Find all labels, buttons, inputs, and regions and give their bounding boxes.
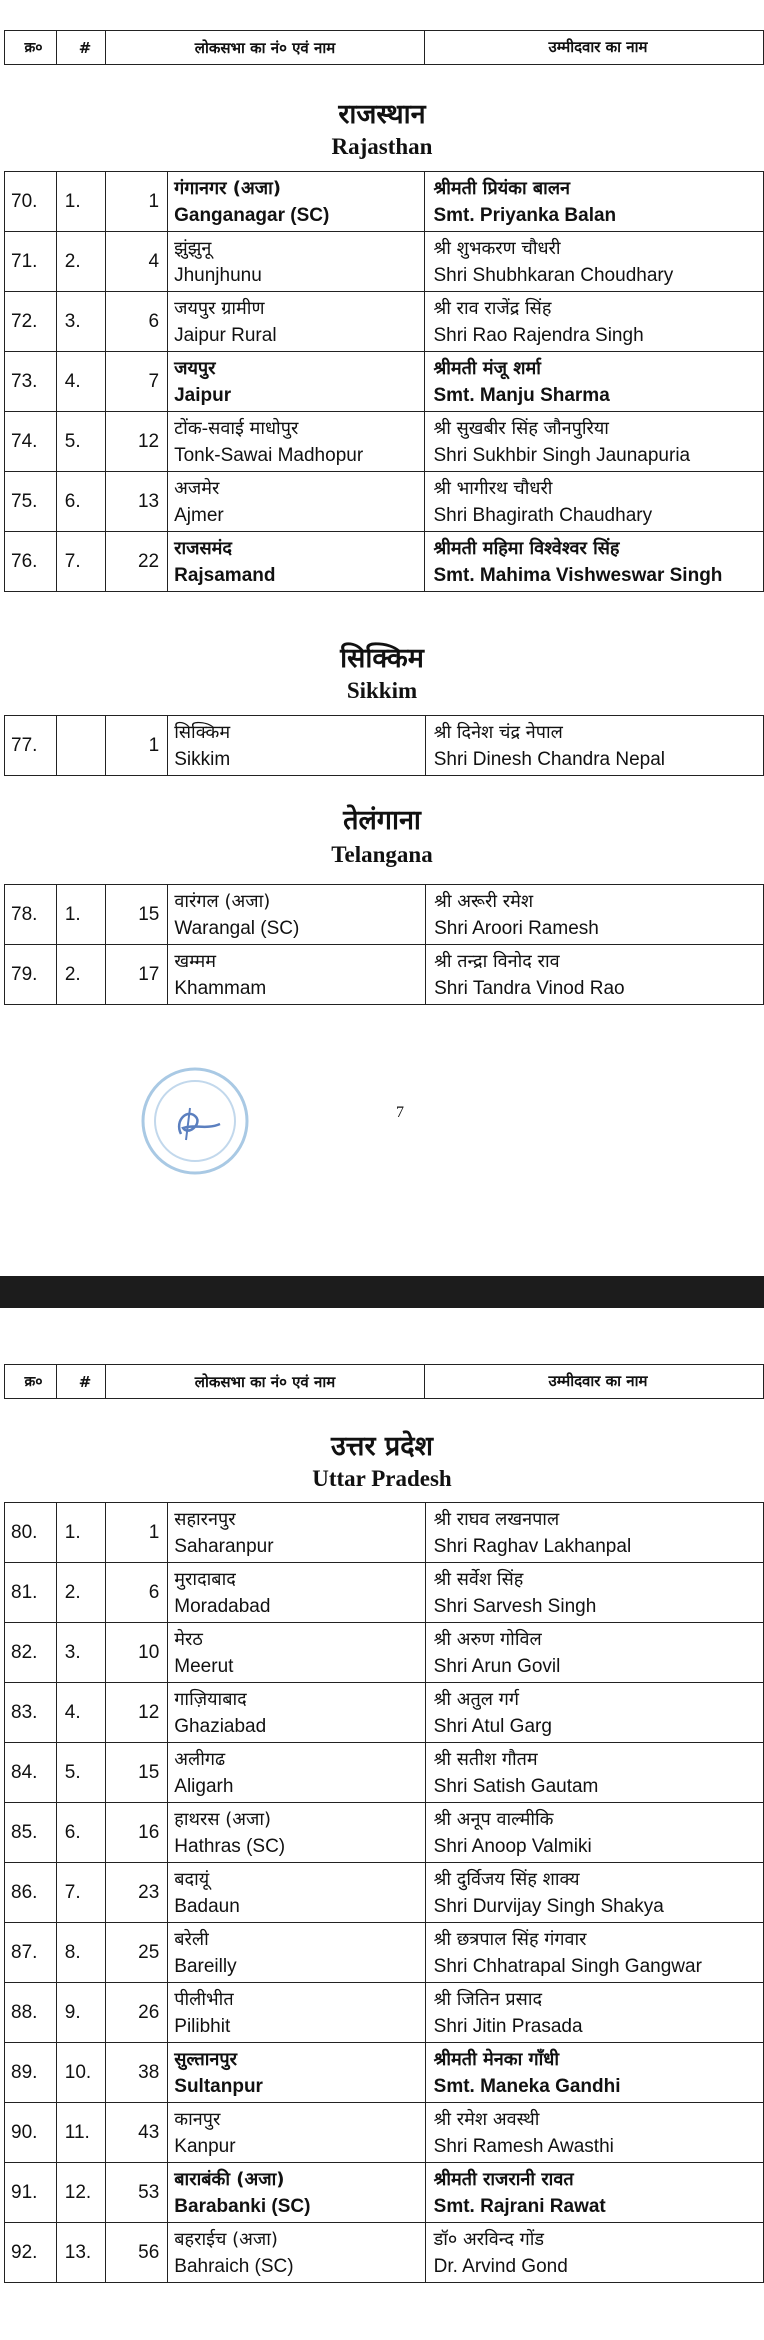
table-row bbox=[5, 1863, 764, 1923]
constituency-name-english: Jaipur bbox=[174, 384, 232, 406]
constituency-name-hindi: कानपुर bbox=[174, 2108, 221, 2130]
header-serial: क्र० bbox=[5, 1365, 57, 1399]
candidate-name-hindi: श्री अतुल गर्ग bbox=[433, 1688, 519, 1710]
state-index: 10. bbox=[56, 2043, 105, 2103]
constituency-cell bbox=[168, 1983, 425, 2043]
candidate-name-english: Dr. Arvind Gond bbox=[433, 2255, 568, 2277]
constituency-name-english: Sultanpur bbox=[174, 2075, 263, 2097]
serial-number: 90. bbox=[5, 2103, 57, 2163]
constituency-name-english: Saharanpur bbox=[174, 1535, 274, 1557]
constituency-name-english: Tonk-Sawai Madhopur bbox=[174, 444, 364, 466]
constituency-number: 4 bbox=[105, 232, 168, 292]
table-row bbox=[5, 412, 764, 472]
constituency-name-english: Badaun bbox=[174, 1895, 240, 1917]
candidate-cell bbox=[425, 716, 763, 776]
constituency-name-english: Meerut bbox=[174, 1655, 234, 1677]
candidate-name-hindi: श्रीमती महिमा विश्वेश्वर सिंह bbox=[433, 537, 620, 559]
table-row bbox=[5, 1683, 764, 1743]
table-row bbox=[5, 1503, 764, 1563]
serial-number: 91. bbox=[5, 2163, 57, 2223]
constituency-name-english: Barabanki (SC) bbox=[174, 2195, 311, 2217]
table-row bbox=[5, 1563, 764, 1623]
constituency-name-hindi: बदायूं bbox=[174, 1868, 210, 1890]
constituency-number: 7 bbox=[105, 352, 168, 412]
constituency-name-english: Jaipur Rural bbox=[174, 324, 277, 346]
constituency-name-hindi: बरेली bbox=[174, 1928, 209, 1950]
constituency-name-english: Aligarh bbox=[174, 1775, 234, 1797]
serial-number: 85. bbox=[5, 1803, 57, 1863]
constituency-cell bbox=[168, 1623, 425, 1683]
candidate-cell bbox=[425, 172, 764, 232]
candidate-name-english: Shri Ramesh Awasthi bbox=[433, 2135, 614, 2157]
header-candidate: उम्मीदवार का नाम bbox=[425, 31, 764, 65]
candidate-name-english: Shri Atul Garg bbox=[433, 1715, 552, 1737]
candidate-cell bbox=[425, 1503, 763, 1563]
constituency-number: 53 bbox=[105, 2163, 168, 2223]
candidate-name-english: Shri Durvijay Singh Shakya bbox=[433, 1895, 664, 1917]
constituency-cell bbox=[168, 2163, 425, 2223]
serial-number: 87. bbox=[5, 1923, 57, 1983]
candidate-name-english: Smt. Priyanka Balan bbox=[433, 204, 617, 226]
table-row bbox=[5, 945, 764, 1005]
constituency-cell bbox=[168, 1563, 425, 1623]
serial-number: 89. bbox=[5, 2043, 57, 2103]
serial-number: 71. bbox=[5, 232, 57, 292]
serial-number: 74. bbox=[5, 412, 57, 472]
constituency-number: 15 bbox=[105, 885, 168, 945]
candidate-name-hindi: श्रीमती मेनका गाँधी bbox=[433, 2048, 560, 2070]
candidate-name-english: Shri Satish Gautam bbox=[433, 1775, 599, 1797]
state-index: 7. bbox=[56, 532, 105, 592]
constituency-cell bbox=[168, 412, 425, 472]
state-name-english: Telangana bbox=[331, 842, 433, 867]
table-row bbox=[5, 532, 764, 592]
candidate-name-hindi: डॉ० अरविन्द गोंड bbox=[433, 2228, 545, 2250]
state-index: 13. bbox=[56, 2223, 105, 2283]
serial-number: 86. bbox=[5, 1863, 57, 1923]
candidate-name-hindi: श्री दिनेश चंद्र नेपाल bbox=[433, 721, 563, 743]
state-index: 2. bbox=[56, 1563, 105, 1623]
constituency-cell bbox=[168, 232, 425, 292]
table-row bbox=[5, 472, 764, 532]
serial-number: 83. bbox=[5, 1683, 57, 1743]
constituency-name-hindi: झुंझुनू bbox=[174, 237, 212, 259]
state-index: 6. bbox=[56, 1803, 105, 1863]
candidate-name-english: Shri Chhatrapal Singh Gangwar bbox=[433, 1955, 702, 1977]
state-index: 5. bbox=[56, 412, 105, 472]
constituency-name-english: Bahraich (SC) bbox=[174, 2255, 294, 2277]
document-page-2 bbox=[0, 1308, 764, 2340]
constituency-name-english: Warangal (SC) bbox=[174, 917, 300, 939]
candidate-name-hindi: श्रीमती मंजू शर्मा bbox=[433, 357, 541, 379]
candidate-name-english: Shri Dinesh Chandra Nepal bbox=[433, 748, 666, 770]
constituency-name-english: Jhunjhunu bbox=[174, 264, 262, 286]
candidate-cell bbox=[426, 885, 764, 945]
constituency-number: 13 bbox=[105, 472, 168, 532]
constituency-cell bbox=[168, 352, 425, 412]
candidate-cell bbox=[425, 412, 764, 472]
constituency-number: 1 bbox=[105, 1503, 168, 1563]
candidate-name-english: Shri Rao Rajendra Singh bbox=[433, 324, 644, 346]
constituency-number: 1 bbox=[105, 172, 168, 232]
state-index: 2. bbox=[56, 232, 105, 292]
candidate-name-english: Shri Anoop Valmiki bbox=[433, 1835, 592, 1857]
serial-number: 73. bbox=[5, 352, 57, 412]
candidate-cell bbox=[425, 532, 764, 592]
constituency-name-hindi: राजसमंद bbox=[174, 537, 232, 559]
candidate-name-hindi: श्री तन्द्रा विनोद राव bbox=[434, 950, 560, 972]
header-serial: क्र० bbox=[5, 31, 57, 65]
state-index: 12. bbox=[56, 2163, 105, 2223]
candidate-cell bbox=[425, 352, 764, 412]
constituency-number: 6 bbox=[105, 1563, 168, 1623]
state-index: 4. bbox=[56, 1683, 105, 1743]
state-index: 7. bbox=[56, 1863, 105, 1923]
candidate-cell bbox=[425, 1683, 763, 1743]
constituency-name-hindi: जयपुर ग्रामीण bbox=[174, 297, 265, 319]
page-divider bbox=[0, 1276, 764, 1308]
candidate-name-hindi: श्री छत्रपाल सिंह गंगवार bbox=[433, 1928, 587, 1950]
constituency-cell bbox=[168, 172, 425, 232]
candidate-table-rajasthan bbox=[4, 171, 764, 592]
serial-number: 77. bbox=[5, 716, 57, 776]
state-index: 5. bbox=[56, 1743, 105, 1803]
candidate-cell bbox=[425, 2043, 763, 2103]
state-name-english: Sikkim bbox=[346, 678, 418, 703]
constituency-number: 22 bbox=[105, 532, 168, 592]
candidate-cell bbox=[425, 292, 764, 352]
constituency-name-english: Kanpur bbox=[174, 2135, 236, 2157]
constituency-name-english: Ganganagar (SC) bbox=[174, 204, 330, 226]
table-row bbox=[5, 172, 764, 232]
table-row bbox=[5, 2043, 764, 2103]
candidate-cell bbox=[425, 1863, 763, 1923]
constituency-cell bbox=[168, 716, 426, 776]
header-candidate: उम्मीदवार का नाम bbox=[425, 1365, 764, 1399]
state-index: 4. bbox=[56, 352, 105, 412]
candidate-name-hindi: श्रीमती प्रियंका बालन bbox=[433, 177, 571, 199]
serial-number: 88. bbox=[5, 1983, 57, 2043]
constituency-name-english: Moradabad bbox=[174, 1595, 271, 1617]
constituency-number: 17 bbox=[105, 945, 168, 1005]
table-row bbox=[5, 1803, 764, 1863]
table-row bbox=[5, 2163, 764, 2223]
constituency-number: 12 bbox=[105, 1683, 168, 1743]
constituency-number: 1 bbox=[105, 716, 168, 776]
constituency-name-hindi: बाराबंकी (अजा) bbox=[174, 2168, 285, 2190]
constituency-cell bbox=[168, 472, 425, 532]
state-name-english: Rajasthan bbox=[331, 134, 433, 159]
state-name-hindi: राजस्थान bbox=[338, 99, 426, 130]
candidate-name-hindi: श्री दुर्विजय सिंह शाक्य bbox=[433, 1868, 580, 1890]
candidate-name-english: Smt. Maneka Gandhi bbox=[433, 2075, 621, 2097]
table-row bbox=[5, 1983, 764, 2043]
candidate-table-uttar-pradesh bbox=[4, 1502, 764, 2283]
constituency-number: 26 bbox=[105, 1983, 168, 2043]
official-seal-signature bbox=[136, 1062, 254, 1180]
candidate-name-hindi: श्री जितिन प्रसाद bbox=[433, 1988, 543, 2010]
candidate-name-hindi: श्री राघव लखनपाल bbox=[433, 1508, 560, 1530]
serial-number: 84. bbox=[5, 1743, 57, 1803]
constituency-number: 12 bbox=[105, 412, 168, 472]
candidate-name-english: Smt. Rajrani Rawat bbox=[433, 2195, 606, 2217]
state-index: 2. bbox=[56, 945, 105, 1005]
state-index: 3. bbox=[56, 1623, 105, 1683]
constituency-name-english: Ajmer bbox=[174, 504, 224, 526]
candidate-table-sikkim bbox=[4, 715, 764, 776]
constituency-name-hindi: गंगानगर (अजा) bbox=[174, 177, 282, 199]
serial-number: 70. bbox=[5, 172, 57, 232]
candidate-cell bbox=[425, 1803, 763, 1863]
serial-number: 72. bbox=[5, 292, 57, 352]
table-row bbox=[5, 716, 764, 776]
constituency-name-hindi: अलीगढ bbox=[174, 1748, 226, 1770]
state-index: 6. bbox=[56, 472, 105, 532]
candidate-cell bbox=[426, 945, 764, 1005]
table-row bbox=[5, 1923, 764, 1983]
serial-number: 76. bbox=[5, 532, 57, 592]
candidate-name-hindi: श्री अरूरी रमेश bbox=[434, 890, 534, 912]
constituency-cell bbox=[168, 292, 425, 352]
candidate-cell bbox=[425, 1983, 763, 2043]
serial-number: 78. bbox=[5, 885, 57, 945]
constituency-number: 43 bbox=[105, 2103, 168, 2163]
page-number: 7 bbox=[396, 1104, 404, 1121]
candidate-name-hindi: श्री सतीश गौतम bbox=[433, 1748, 538, 1770]
state-index: 1. bbox=[56, 172, 105, 232]
constituency-name-hindi: बहराईच (अजा) bbox=[174, 2228, 278, 2250]
constituency-name-hindi: खम्मम bbox=[174, 950, 217, 972]
candidate-cell bbox=[425, 1743, 763, 1803]
candidate-name-english: Shri Shubhkaran Choudhary bbox=[433, 264, 674, 286]
table-row bbox=[5, 2223, 764, 2283]
constituency-name-hindi: टोंक-सवाई माधोपुर bbox=[174, 417, 299, 439]
candidate-cell bbox=[425, 2223, 763, 2283]
candidate-name-hindi: श्री भागीरथ चौधरी bbox=[433, 477, 553, 499]
constituency-cell bbox=[168, 1803, 425, 1863]
candidate-name-hindi: श्री सर्वेश सिंह bbox=[433, 1568, 524, 1590]
candidate-name-english: Shri Sarvesh Singh bbox=[433, 1595, 597, 1617]
constituency-cell bbox=[168, 1683, 425, 1743]
header-table bbox=[4, 1364, 764, 1399]
state-name-hindi: उत्तर प्रदेश bbox=[331, 1431, 433, 1462]
constituency-name-hindi: मुरादाबाद bbox=[174, 1568, 236, 1590]
candidate-cell bbox=[425, 1563, 763, 1623]
constituency-number: 10 bbox=[105, 1623, 168, 1683]
serial-number: 79. bbox=[5, 945, 57, 1005]
table-row bbox=[5, 1623, 764, 1683]
state-index: 1. bbox=[56, 885, 105, 945]
constituency-cell bbox=[168, 532, 425, 592]
candidate-cell bbox=[425, 1923, 763, 1983]
candidate-name-english: Shri Tandra Vinod Rao bbox=[434, 977, 625, 999]
state-index: 11. bbox=[56, 2103, 105, 2163]
constituency-name-hindi: मेरठ bbox=[174, 1628, 203, 1650]
constituency-cell bbox=[168, 1743, 425, 1803]
serial-number: 82. bbox=[5, 1623, 57, 1683]
constituency-number: 38 bbox=[105, 2043, 168, 2103]
header-hash: # bbox=[57, 31, 106, 65]
constituency-name-hindi: सिक्किम bbox=[174, 721, 231, 743]
constituency-cell bbox=[168, 2043, 425, 2103]
state-name-hindi: सिक्किम bbox=[340, 643, 424, 674]
state-index: 8. bbox=[56, 1923, 105, 1983]
candidate-name-english: Shri Raghav Lakhanpal bbox=[433, 1535, 632, 1557]
candidate-name-english: Shri Jitin Prasada bbox=[433, 2015, 583, 2037]
candidate-name-hindi: श्री राव राजेंद्र सिंह bbox=[433, 297, 552, 319]
constituency-name-hindi: जयपुर bbox=[174, 357, 216, 379]
candidate-name-english: Shri Arun Govil bbox=[433, 1655, 561, 1677]
constituency-number: 6 bbox=[105, 292, 168, 352]
constituency-number: 25 bbox=[105, 1923, 168, 1983]
header-constituency: लोकसभा का नं० एवं नाम bbox=[106, 31, 425, 65]
constituency-name-english: Bareilly bbox=[174, 1955, 237, 1977]
candidate-name-english: Shri Aroori Ramesh bbox=[434, 917, 599, 939]
state-name-hindi: तेलंगाना bbox=[343, 805, 421, 836]
constituency-name-hindi: पीलीभीत bbox=[174, 1988, 234, 2010]
constituency-name-english: Pilibhit bbox=[174, 2015, 231, 2037]
state-name-english: Uttar Pradesh bbox=[312, 1466, 452, 1491]
state-index: 3. bbox=[56, 292, 105, 352]
candidate-name-hindi: श्री सुखबीर सिंह जौनपुरिया bbox=[433, 417, 609, 439]
constituency-name-english: Khammam bbox=[174, 977, 267, 999]
candidate-name-hindi: श्री अरुण गोविल bbox=[433, 1628, 542, 1650]
constituency-name-english: Hathras (SC) bbox=[174, 1835, 286, 1857]
constituency-number: 23 bbox=[105, 1863, 168, 1923]
candidate-name-hindi: श्रीमती राजरानी रावत bbox=[433, 2168, 574, 2190]
candidate-cell bbox=[425, 232, 764, 292]
constituency-number: 56 bbox=[105, 2223, 168, 2283]
constituency-name-hindi: वारंगल (अजा) bbox=[174, 890, 271, 912]
table-row bbox=[5, 292, 764, 352]
candidate-cell bbox=[425, 2103, 763, 2163]
constituency-number: 15 bbox=[105, 1743, 168, 1803]
candidate-name-hindi: श्री अनूप वाल्मीकि bbox=[433, 1808, 554, 1830]
constituency-cell bbox=[168, 2103, 425, 2163]
candidate-name-hindi: श्री रमेश अवस्थी bbox=[433, 2108, 540, 2130]
header-constituency: लोकसभा का नं० एवं नाम bbox=[106, 1365, 425, 1399]
serial-number: 75. bbox=[5, 472, 57, 532]
constituency-number: 16 bbox=[105, 1803, 168, 1863]
table-row bbox=[5, 885, 764, 945]
constituency-cell bbox=[168, 1923, 425, 1983]
constituency-cell bbox=[168, 945, 426, 1005]
candidate-cell bbox=[425, 2163, 763, 2223]
state-index: 9. bbox=[56, 1983, 105, 2043]
constituency-name-english: Sikkim bbox=[174, 748, 231, 770]
candidate-table-telangana bbox=[4, 884, 764, 1005]
candidate-name-english: Shri Bhagirath Chaudhary bbox=[433, 504, 653, 526]
constituency-name-hindi: सुल्तानपुर bbox=[174, 2048, 237, 2070]
serial-number: 81. bbox=[5, 1563, 57, 1623]
candidate-cell bbox=[425, 472, 764, 532]
table-row bbox=[5, 2103, 764, 2163]
state-index: 1. bbox=[56, 1503, 105, 1563]
table-row bbox=[5, 352, 764, 412]
constituency-cell bbox=[168, 2223, 425, 2283]
serial-number: 92. bbox=[5, 2223, 57, 2283]
constituency-cell bbox=[168, 1863, 425, 1923]
constituency-name-hindi: अजमेर bbox=[174, 477, 220, 499]
candidate-name-english: Shri Sukhbir Singh Jaunapuria bbox=[433, 444, 691, 466]
candidate-cell bbox=[425, 1623, 763, 1683]
constituency-name-english: Rajsamand bbox=[174, 564, 276, 586]
table-row bbox=[5, 1743, 764, 1803]
serial-number: 80. bbox=[5, 1503, 57, 1563]
candidate-name-english: Smt. Mahima Vishweswar Singh bbox=[433, 564, 723, 586]
constituency-name-english: Ghaziabad bbox=[174, 1715, 267, 1737]
candidate-name-hindi: श्री शुभकरण चौधरी bbox=[433, 237, 561, 259]
constituency-name-hindi: हाथरस (अजा) bbox=[174, 1808, 272, 1830]
state-index bbox=[56, 716, 105, 776]
constituency-cell bbox=[168, 1503, 425, 1563]
constituency-name-hindi: सहारनपुर bbox=[174, 1508, 236, 1530]
candidate-name-english: Smt. Manju Sharma bbox=[433, 384, 610, 406]
constituency-name-hindi: गाज़ियाबाद bbox=[174, 1688, 247, 1710]
header-hash: # bbox=[57, 1365, 106, 1399]
constituency-cell bbox=[168, 885, 426, 945]
table-row bbox=[5, 232, 764, 292]
header-table bbox=[4, 30, 764, 65]
